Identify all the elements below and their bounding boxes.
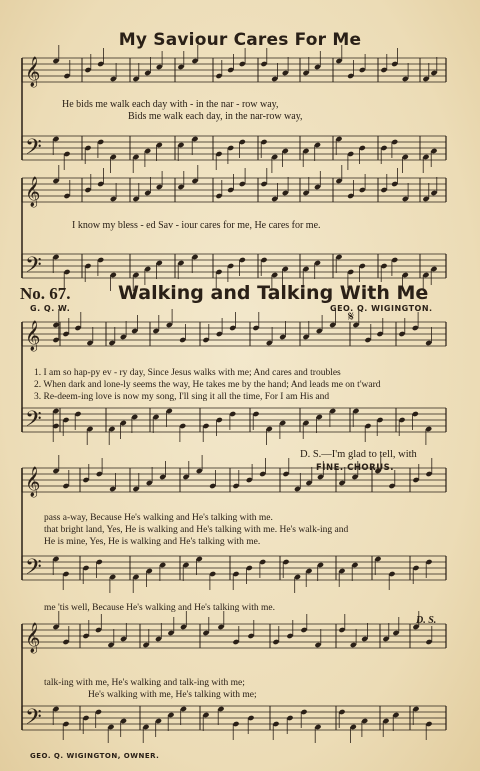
song2-line2-verse-1: pass a-way, Because He's walking and He's talking with me. xyxy=(44,513,273,523)
fine-chorus-label: FINE. CHORUS. xyxy=(316,463,394,473)
song1-title: My Saviour Cares For Me xyxy=(118,30,362,50)
song2-title: Walking and Talking With Me xyxy=(118,282,429,304)
song-number: No. 67. xyxy=(20,284,71,303)
treble-clef: 𝄞 xyxy=(25,321,41,351)
song2-verse-1: 1. I am so hap-py ev - ry day, Since Jesus walks with me; And cares and troubles xyxy=(34,368,341,378)
treble-clef: 𝄞 xyxy=(25,177,41,207)
chorus-line-1: talk-ing with me, He's walking and talk-ing with me; xyxy=(44,678,245,688)
owner-credit: GEO. Q. WIGINGTON, OWNER. xyxy=(30,752,160,760)
bass-clef: 𝄢 xyxy=(25,705,42,735)
treble-clef: 𝄞 xyxy=(25,623,41,653)
song1-lyric-line-2: Bids me walk each day, in the nar-row way, xyxy=(128,111,303,122)
bass-clef: 𝄢 xyxy=(25,253,42,283)
song2-author-initials: G. Q. W. xyxy=(30,304,71,313)
treble-clef: 𝄞 xyxy=(25,467,41,497)
song1-lyric-line-1: He bids me walk each day with - in the nar - row way, xyxy=(62,99,279,110)
ds-mark: D. S. xyxy=(416,615,437,626)
song2-line2-verse-2: that bright land, Yes, He is walking and He's talking with me. He's walk-ing and xyxy=(44,525,349,535)
bass-clef: 𝄢 xyxy=(25,555,42,585)
segno-sign: 𝄋 xyxy=(348,309,355,325)
song2-composer: GEO. Q. WIGINGTON. xyxy=(330,304,433,313)
chorus-line-2: He's walking with me, He's talking with me; xyxy=(88,690,257,700)
treble-clef: 𝄞 xyxy=(25,57,41,87)
bass-clef: 𝄢 xyxy=(25,407,42,437)
song1-lyric-line-3: I know my bless - ed Sav - iour cares for me, He cares for me. xyxy=(72,220,321,231)
song2-verse-3: 3. Re-deem-ing love is now my song, I'll sing it all the time, For I am His and xyxy=(34,392,330,402)
ds-line: D. S.—I'm glad to tell, with xyxy=(300,449,417,460)
bass-clef: 𝄢 xyxy=(25,135,42,165)
ds-continuation: me 'tis well, Because He's walking and He's talking with me. xyxy=(44,603,275,613)
song2-verse-2: 2. When dark and lone-ly seems the way, He takes me by the hand; And leads me on t'ward xyxy=(34,380,381,390)
song2-line2-verse-3: He is mine, Yes, He is walking and He's talking with me. xyxy=(44,537,261,547)
